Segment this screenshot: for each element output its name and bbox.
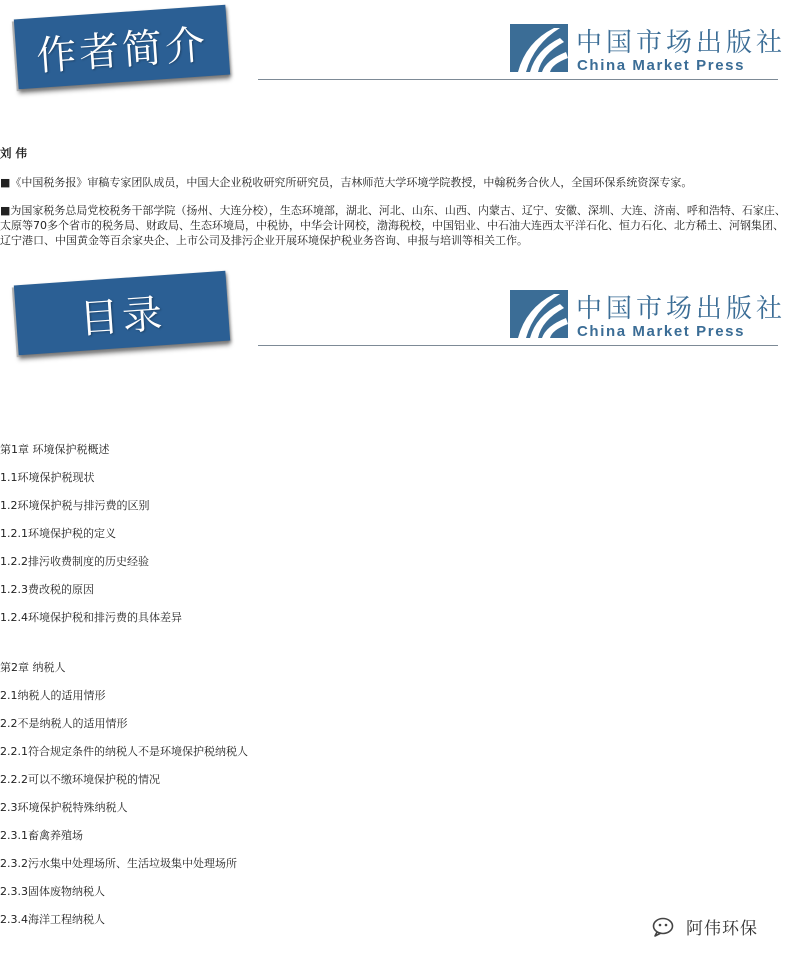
toc-item: 2.2.1符合规定条件的纳税人不是环境保护税纳税人 (0, 745, 248, 758)
author-bio (0, 146, 786, 261)
publisher-name-cn: 中国市场出版社 (576, 28, 787, 58)
toc-item: 2.3环境保护税特殊纳税人 (0, 801, 128, 814)
publisher-name-en: China Market Press (577, 323, 746, 340)
author-section-header (0, 0, 790, 110)
banner-title: 目录 (77, 290, 167, 343)
publisher-logo-icon (510, 290, 568, 338)
toc-item: 1.2.1环境保护税的定义 (0, 527, 116, 540)
toc-item: 2.3.4海洋工程纳税人 (0, 913, 105, 926)
toc-item: 2.3.2污水集中处理场所、生活垃圾集中处理场所 (0, 857, 237, 870)
wechat-watermark (652, 912, 758, 940)
toc-item: 2.3.3固体废物纳税人 (0, 885, 105, 898)
table-of-contents (0, 440, 780, 938)
publisher-logo (510, 24, 787, 76)
toc-spacer (0, 636, 780, 658)
toc-item: 2.2.2可以不缴环境保护税的情况 (0, 773, 160, 786)
publisher-logo (510, 290, 787, 342)
banner-plate (14, 271, 230, 356)
toc-item: 1.2.4环境保护税和排污费的具体差异 (0, 611, 182, 624)
toc-item: 2.3.1畜禽养殖场 (0, 829, 83, 842)
author-bio-paragraph: ■为国家税务总局党校税务干部学院（扬州、大连分校），生态环境部，湖北、河北、山东、山西、内蒙古、辽宁、安徽、深圳、大连、济南、呼和浩特、石家庄、太原等70多个省市的税务局、财政局、生态环境局，中税协，中华会计网校，渤海税校，中国铝业、中石油大连西太平洋石化、恒力石化、北方稀土、河钢集团、辽宁港口、中国黄金等百余家央企、上市公司及排污企业开展环境保护税业务咨询、申报与培训等相关工作。 (0, 204, 786, 247)
publisher-name-en: China Market Press (577, 57, 746, 74)
toc-item: 2.2不是纳税人的适用情形 (0, 717, 128, 730)
header-divider (258, 79, 778, 80)
header-divider (258, 345, 778, 346)
publisher-logo-icon (510, 24, 568, 72)
toc-banner (0, 266, 270, 376)
toc-item: 2.1纳税人的适用情形 (0, 689, 106, 702)
banner-plate (14, 5, 230, 90)
banner-title: 作者简介 (34, 21, 210, 80)
toc-item: 1.2.3费改税的原因 (0, 583, 94, 596)
author-bio-paragraph: ■《中国税务报》审稿专家团队成员，中国大企业税收研究所研究员，吉林师范大学环境学院教授，中翰税务合伙人，全国环保系统资深专家。 (0, 176, 693, 189)
toc-item: 1.2环境保护税与排污费的区别 (0, 499, 150, 512)
publisher-name-cn: 中国市场出版社 (576, 294, 787, 324)
wechat-official-account-icon (652, 915, 678, 937)
toc-section-header (0, 266, 790, 376)
toc-chapter-heading: 第2章 纳税人 (0, 661, 66, 674)
toc-chapter-heading: 第1章 环境保护税概述 (0, 443, 110, 456)
watermark-text: 阿伟环保 (686, 918, 758, 939)
toc-item: 1.1环境保护税现状 (0, 471, 95, 484)
author-name: 刘 伟 (0, 146, 28, 160)
author-banner (0, 0, 270, 110)
toc-item: 1.2.2排污收费制度的历史经验 (0, 555, 149, 568)
